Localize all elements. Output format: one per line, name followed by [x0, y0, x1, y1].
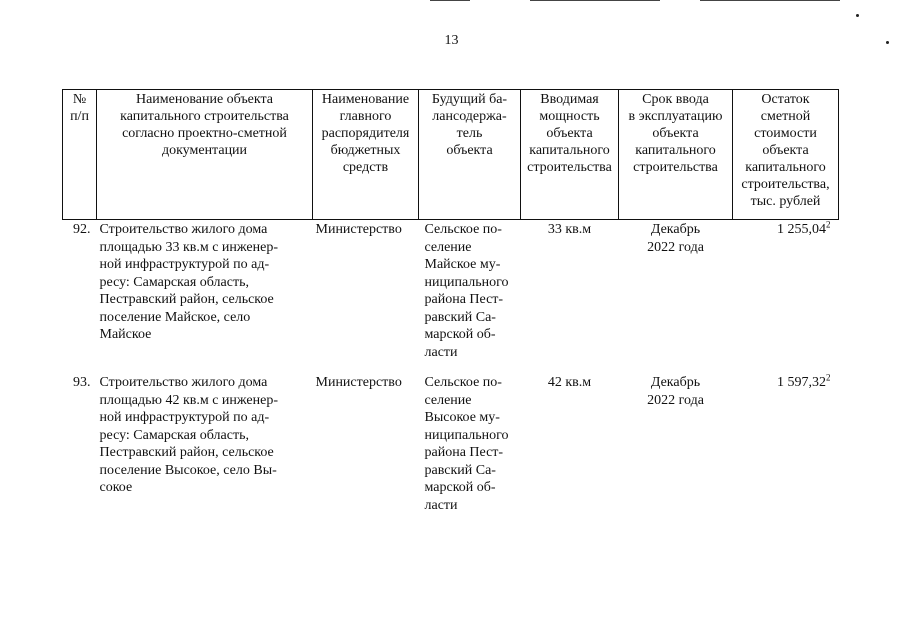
budget-manager: Министерство	[315, 222, 402, 237]
table-header-row	[63, 90, 839, 220]
table-row	[63, 220, 839, 372]
header-remaining-cost: Остаток сметной стоимости объекта капитального строительства, тыс. рублей	[733, 90, 839, 220]
scan-edge-mark	[700, 0, 840, 1]
object-name: Строительство жилого дома площадью 42 кв.м с инженер- ной инфраструктурой по ад- ресу: Самарская область, Пестравский район, сельское поселение Высокое, село Вы- сокое	[99, 375, 278, 495]
remaining-cost	[733, 371, 839, 514]
header-budget-manager: Наименование главного распорядителя бюджетных средств	[313, 90, 419, 220]
scan-edge-mark	[430, 0, 470, 1]
capacity: 42 кв.м	[547, 375, 592, 390]
page-number: 13	[444, 33, 459, 48]
header-number: № п/п	[63, 90, 97, 220]
commissioning-term: Декабрь 2022 года	[647, 222, 704, 255]
object-name: Строительство жилого дома площадью 33 кв.м с инженер- ной инфраструктурой по ад- ресу: Самарская область, Пестравский район, сельское поселение Майское, село Майское	[99, 222, 278, 342]
future-holder: Сельское по- селение Майское му- ниципального района Пест- равский Са- марской об- ласти	[424, 222, 509, 360]
budget-manager: Министерство	[315, 375, 402, 390]
header-capacity: Вводимая мощность объекта капитального строительства	[521, 90, 619, 220]
table-row	[63, 371, 839, 514]
cost-footnote-mark: 2	[826, 372, 831, 383]
cost-footnote-mark: 2	[826, 219, 831, 230]
cost-value: 1 597,32	[777, 375, 826, 390]
header-commissioning-term: Срок ввода в эксплуатацию объекта капитального строительства	[619, 90, 733, 220]
capital-construction-table	[62, 89, 839, 514]
row-number: 93.	[73, 375, 91, 390]
cost-value: 1 255,04	[777, 222, 826, 237]
header-object-name: Наименование объекта капитального строительства согласно проектно-сметной документации	[97, 90, 313, 220]
commissioning-term: Декабрь 2022 года	[647, 375, 704, 408]
remaining-cost	[733, 220, 839, 372]
future-holder: Сельское по- селение Высокое му- ниципального района Пест- равский Са- марской об- ласти	[424, 375, 509, 513]
row-number: 92.	[73, 222, 91, 237]
header-future-holder: Будущий ба- лансодержа- тель объекта	[419, 90, 521, 220]
scan-speck	[856, 14, 859, 17]
scan-edge-mark	[530, 0, 660, 1]
capacity: 33 кв.м	[547, 222, 592, 237]
